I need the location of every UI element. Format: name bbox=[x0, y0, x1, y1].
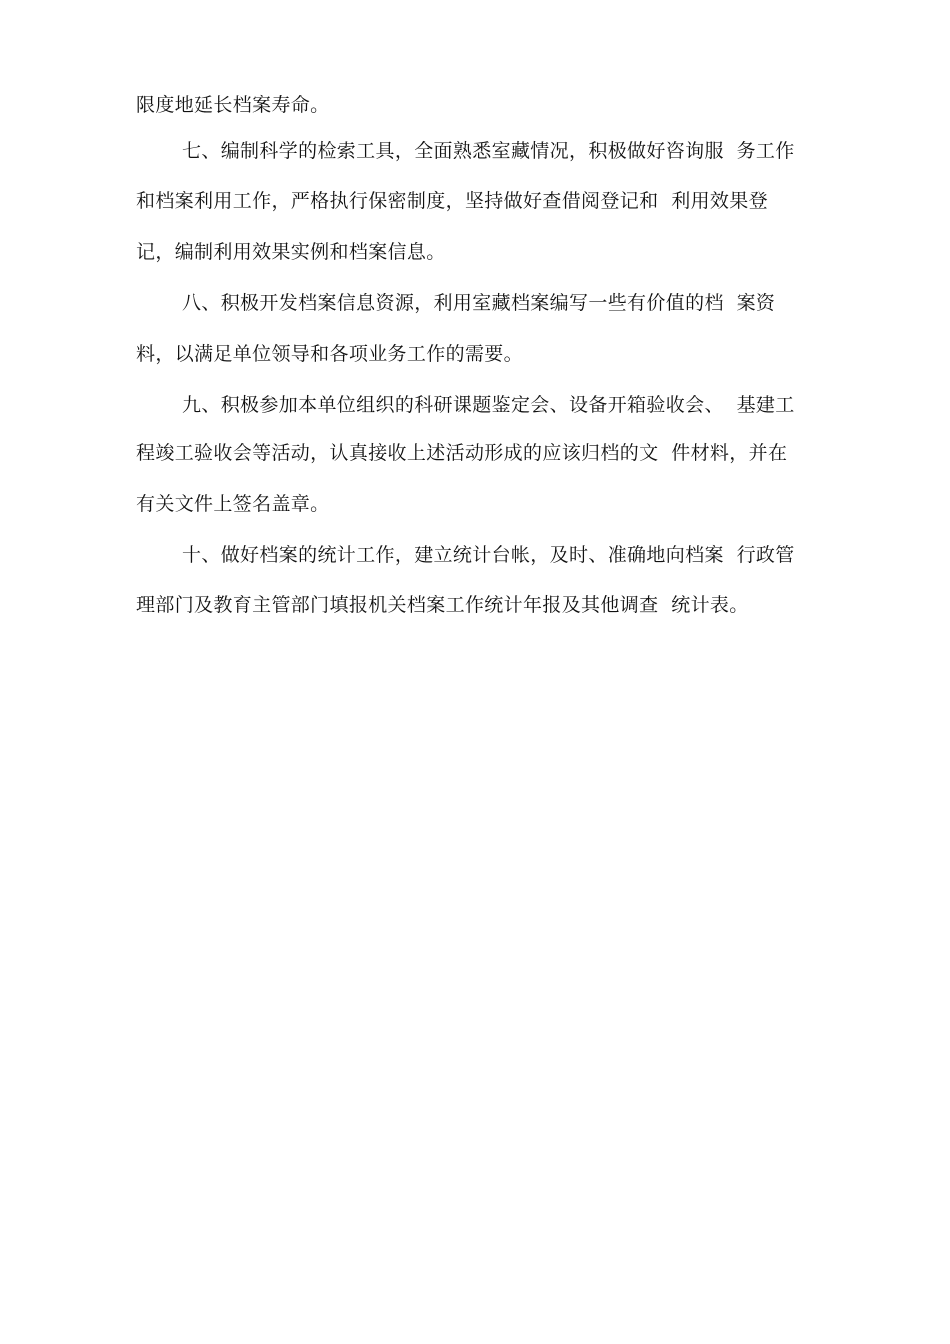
item-7-line-3: 记，编制利用效果实例和档案信息。 bbox=[136, 241, 446, 263]
item-9-line-1: 九、积极参加本单位组织的科研课题鉴定会、设备开箱验收会、 基建工 bbox=[182, 394, 795, 416]
item-7-line-1: 七、编制科学的检索工具，全面熟悉室藏情况，积极做好咨询服 务工作 bbox=[182, 140, 795, 162]
text-line-1: 限度地延长档案寿命。 bbox=[136, 94, 330, 116]
item-9-line-2: 程竣工验收会等活动，认真接收上述活动形成的应该归档的文 件材料，并在 bbox=[136, 442, 788, 464]
item-8-line-1: 八、积极开发档案信息资源，利用室藏档案编写一些有价值的档 案资 bbox=[182, 292, 776, 314]
item-10-line-2: 理部门及教育主管部门填报机关档案工作统计年报及其他调查 统计表。 bbox=[136, 594, 749, 616]
item-8-line-2: 料，以满足单位领导和各项业务工作的需要。 bbox=[136, 343, 524, 365]
item-10-line-1: 十、做好档案的统计工作，建立统计台帐，及时、准确地向档案 行政管 bbox=[182, 544, 795, 566]
item-7-line-2: 和档案利用工作，严格执行保密制度，坚持做好查借阅登记和 利用效果登 bbox=[136, 190, 768, 212]
item-9-line-3: 有关文件上签名盖章。 bbox=[136, 493, 330, 515]
